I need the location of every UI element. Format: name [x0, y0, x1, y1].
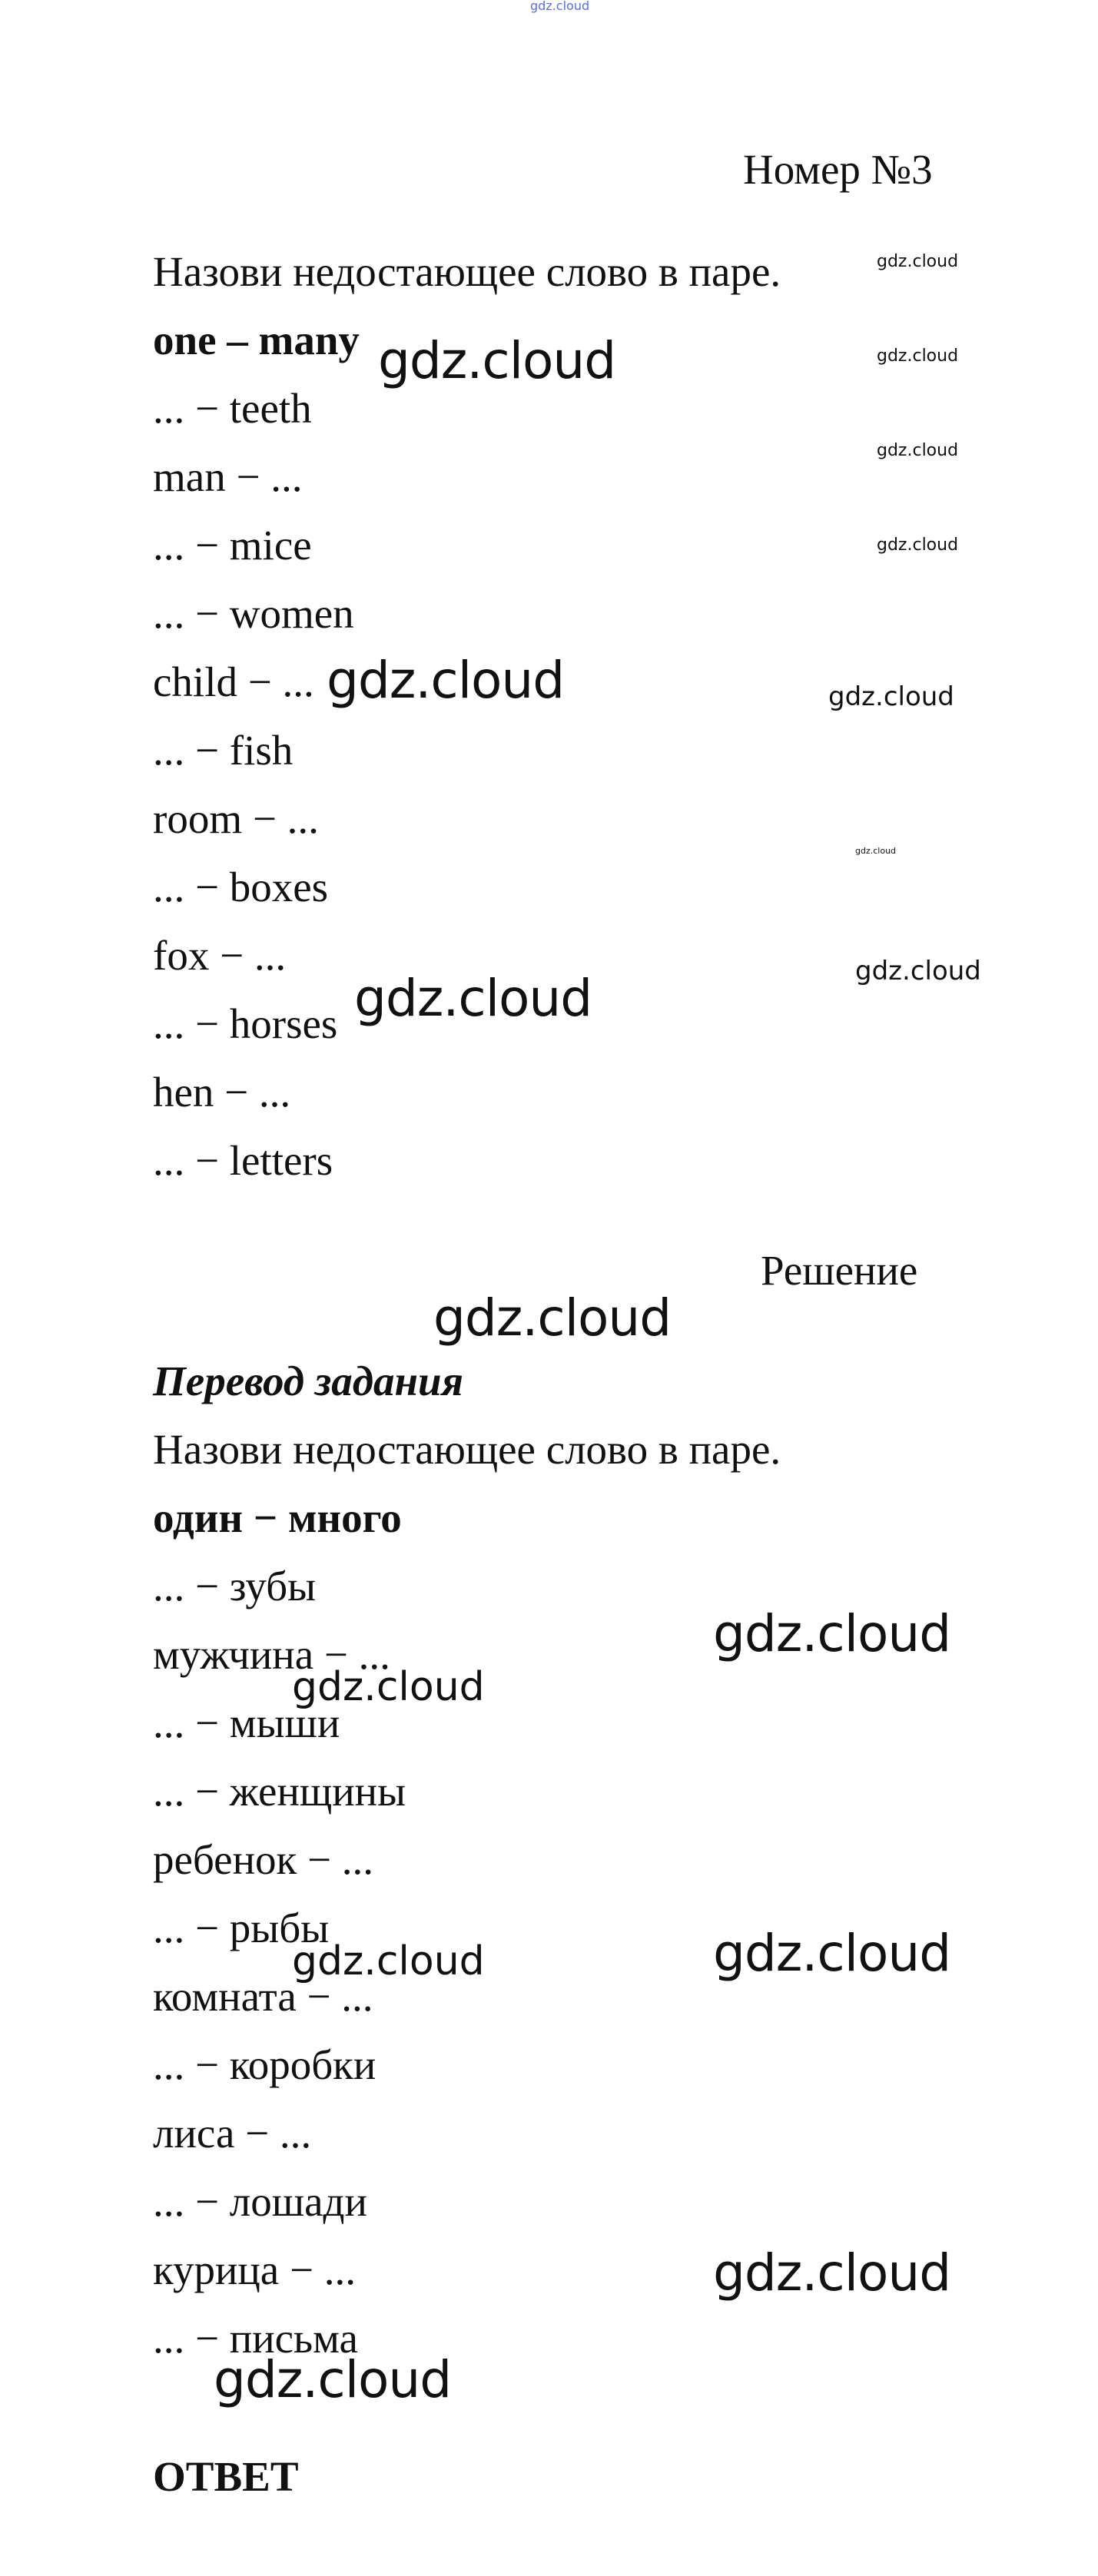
- watermark: gdz.cloud: [354, 969, 592, 1028]
- task-pair: ... − teeth: [153, 385, 312, 432]
- translation-heading: Перевод задания: [153, 1358, 463, 1404]
- watermark: gdz.cloud: [877, 535, 959, 555]
- translation-pair: ... − коробки: [153, 2041, 377, 2088]
- translation-pair: ... − рыбы: [153, 1905, 330, 1951]
- task-pair: ... − mice: [153, 522, 312, 569]
- task-example: one – many: [153, 317, 360, 363]
- task-pair: child − ...: [153, 658, 314, 705]
- watermark: gdz.cloud: [327, 651, 565, 710]
- translation-pair: мужчина − ...: [153, 1631, 390, 1678]
- watermark: gdz.cloud: [855, 846, 897, 856]
- translation-pair: ... − лошади: [153, 2178, 367, 2225]
- task-pair: hen − ...: [153, 1069, 291, 1116]
- watermark: gdz.cloud: [877, 346, 959, 366]
- translation-instruction: Назови недостающее слово в паре.: [153, 1426, 781, 1473]
- watermark: gdz.cloud: [433, 1288, 672, 1348]
- solution-heading: Решение: [761, 1247, 918, 1294]
- top-watermark: gdz.cloud: [530, 0, 590, 13]
- task-pair: room − ...: [153, 795, 319, 842]
- translation-pair: ... − зубы: [153, 1563, 317, 1610]
- translation-pair: ... − письма: [153, 2315, 358, 2362]
- translation-pair: комната − ...: [153, 1973, 373, 2020]
- translation-example: один − много: [153, 1494, 402, 1541]
- task-pair: fox − ...: [153, 932, 287, 979]
- task-pair: ... − letters: [153, 1137, 333, 1184]
- answer-heading: ОТВЕТ: [153, 2453, 299, 2500]
- watermark: gdz.cloud: [378, 331, 616, 390]
- task-pair: ... − boxes: [153, 864, 329, 910]
- translation-pair: ребенок − ...: [153, 1836, 374, 1883]
- task-pair: man − ...: [153, 453, 303, 500]
- watermark: gdz.cloud: [828, 681, 954, 712]
- task-pair: ... − horses: [153, 1000, 338, 1047]
- watermark: gdz.cloud: [713, 1604, 951, 1663]
- watermark: gdz.cloud: [713, 1924, 951, 1983]
- task-instruction: Назови недостающее слово в паре.: [153, 248, 781, 295]
- watermark: gdz.cloud: [214, 2350, 452, 2409]
- watermark: gdz.cloud: [292, 1938, 485, 1984]
- translation-pair: лиса − ...: [153, 2110, 312, 2157]
- watermark: gdz.cloud: [855, 956, 981, 986]
- translation-pair: ... − женщины: [153, 1768, 406, 1815]
- watermark: gdz.cloud: [877, 441, 959, 460]
- watermark: gdz.cloud: [713, 2243, 951, 2302]
- translation-pair: ... − мыши: [153, 1699, 340, 1746]
- watermark: gdz.cloud: [292, 1664, 485, 1710]
- task-pair: ... − fish: [153, 727, 294, 774]
- task-number: Номер №3: [743, 146, 933, 193]
- watermark: gdz.cloud: [877, 252, 959, 271]
- task-pair: ... − women: [153, 590, 354, 637]
- translation-pair: курица − ...: [153, 2246, 356, 2293]
